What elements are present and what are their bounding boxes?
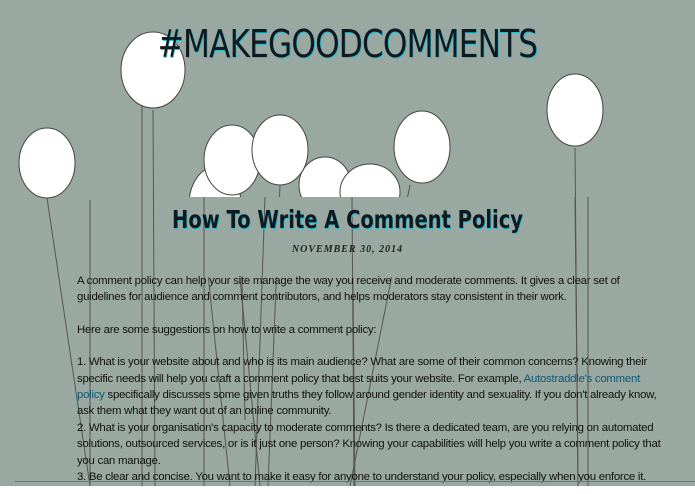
suggestion-list [77, 354, 662, 485]
suggestion-item-2: 2. What is your organisation's capacity to moderate comments? Is there a dedicated team, are you relying on automated solutions, outsourced services, or is it just one person? Knowing your capabilities will help you write a comment policy that you can manage. [77, 421, 661, 467]
suggestion-item-3: 3. Be clear and concise. You want to make it easy for anyone to understand your policy, especially when you enforce it. [77, 471, 647, 484]
item1-text-a: 1. What is your website about and who is its main audience? What are some of their common concerns? Knowing their specific needs will help you craft a comment policy that best suits your website. For example, [77, 356, 648, 385]
post-date: NOVEMBER 30, 2014 [291, 244, 404, 255]
intro-paragraph: A comment policy can help your site manage the way you receive and moderate comments. It gives a clear set of guidelines for audience and comment contributors, and helps moderators stay consistent in their work. [77, 275, 620, 304]
autostraddle-policy-link[interactable]: Autostraddle's comment policy [77, 372, 640, 402]
footer-strip [0, 486, 695, 494]
lead-paragraph: Here are some suggestions on how to write a comment policy: [77, 323, 377, 336]
suggestion-item-1 [77, 354, 662, 420]
item1-text-b: specifically discusses some given truths they follow around gender identity and sexuality. If you don't already know, ask them what they want out of an online community. [77, 389, 657, 418]
divider [15, 481, 695, 482]
hashtag-banner: #MAKEGOODCOMMENTS [157, 22, 538, 66]
post-content [77, 273, 662, 485]
post-title: How To Write A Comment Policy [172, 205, 523, 234]
